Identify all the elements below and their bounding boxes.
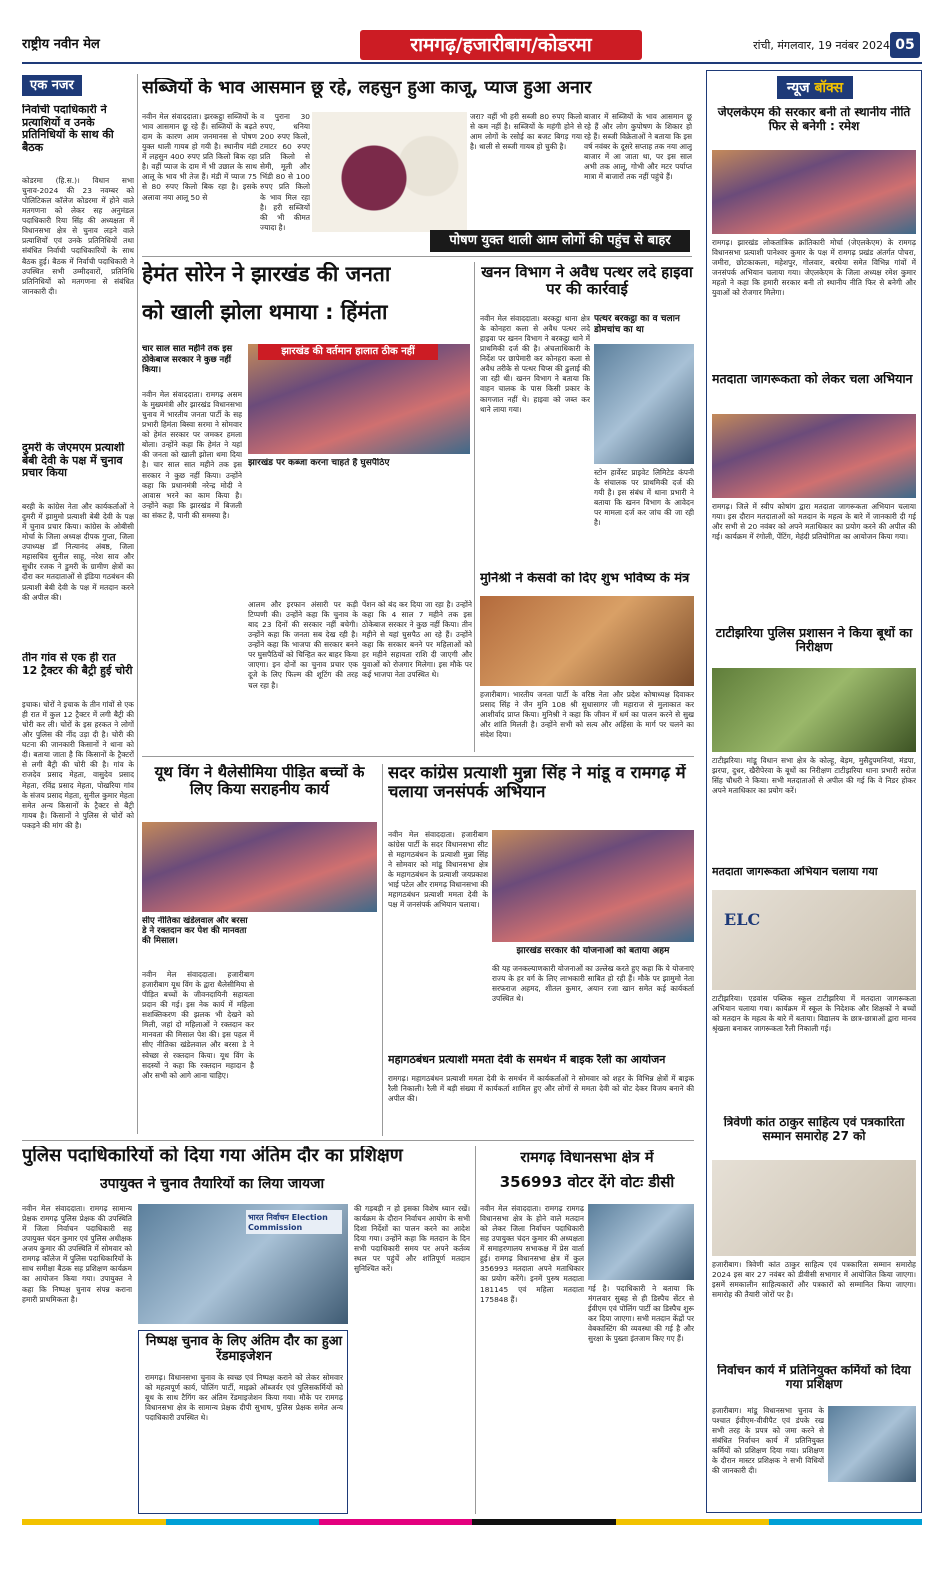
bike-rally-body: रामगढ़। महागठबंधन प्रत्याशी ममता देवी के समर्थन में कार्यकर्ताओं ने सोमवार को शहर के विभिन्न क्षेत्रों में बाइक रैली निकाली। रैली में बड़ी संख्या में कार्यकर्ता शामिल हुए और लोगों से ममता देवी को वोट देकर विजय बनाने की अपील की। [388,1074,694,1104]
vegetable-story-body-1: नवीन मेल संवाददाता। झरकट्ठा सब्जियों के भाव आसमान छू रहे हैं। सब्जियों के बढ़ते दाम के कारण आम जनमानस से पोषण युक्त थाली गायब हो गयी है। स्थानीय मंडी में लहसुन 400 रुपए प्रति किलो बिक रहा है। वहीं प्याज के दाम में भी उछाल के साथ आलू के भाव भी तेज हैं। मंडी में प्याज 75 से 80 रुपए किलो बिक रहा है। इसके अलावा नया आलू 50 से [142,112,257,202]
police-training-subhead: उपायुक्त ने चुनाव तैयारियों का लिया जायजा [100,1176,325,1192]
hemant-body-mid-top [248,476,470,556]
hemant-subhead: चार साल सात महीने तक इस ठोकेबाज सरकार ने कुछ नहीं किया। [142,344,233,376]
police-training-body: नवीन मेल संवाददाता। रामगढ़ सामान्य प्रेक्षक रामगढ़ पुलिस प्रेक्षक की उपस्थिति में जिला निर्वाचन पदाधिकारी सह उपायुक्त चंदन कुमार एवं पुलिस अधीक्षक अजय कुमार की उपस्थिति में सोमवार को रामगढ़ कॉलेज में पुलिस पदाधिकारियों के साथ समीक्षा बैठक सह प्रशिक्षण कार्यक्रम का आयोजन किया गया। उपायुक्त ने कहा कि निष्पक्ष चुनाव संपन्न कराना हमारी प्राथमिकता है। [22,1204,132,1304]
training-photo [828,1406,916,1482]
newsbox-story1-headline: जेएलकेएम की सरकार बनी तो स्थानीय नीति फिर से बनेगी : रमेश [717,106,911,133]
hemant-headline-line2: को खाली झोला थमाया : हिंमंता [142,300,388,324]
newsbox-story1-body: रामगढ़। झारखंड लोकतांत्रिक क्रांतिकारी मोर्चा (जेएलकेएम) के रामगढ़ विधानसभा प्रत्याशी पानेश्वर कुमार के पक्ष में रामगढ़ प्रखंड अंतर्गत पोचरा, जमीरा, छोटकाकला, महेशपुर, गोलवार, बरघेया समेत विभिन्न गांवों में जनसंपर्क अभियान चलाया गया। जेएलकेएम के जिला अध्यक्ष रमेश कुमार महतो ने कहा कि हमारी सरकार बनी तो स्थानीय नीति फिर से बनेगी और युवाओं को रोजगार मिलेगा। [712,238,916,298]
police-training-body-right: की गड़बड़ी न हो इसका विशेष ध्यान रखें। कार्यक्रम के दौरान निर्वाचन आयोग के सभी दिशा निर्देशों का पालन करने का आदेश दिया गया। उन्होंने कहा कि मतदान के दिन सभी पदाधिकारी समय पर अपने कर्तव्य स्थल पर पहुंचें और शांतिपूर्ण मतदान सुनिश्चित करें। [354,1204,470,1274]
newsbox-story2-body: रामगढ़। जिले में स्वीप कोषांग द्वारा मतदाता जागरूकता अभियान चलाया गया। इस दौरान मतदाताओं को मतदान के महत्व के बारे में जानकारी दी गई और सभी से 20 नवंबर को अपने मताधिकार का प्रयोग करने की अपील की गई। कार्यक्रम में रंगोली, पेंटिंग, मेहंदी प्रतियोगिता का आयोजन किया गया। [712,502,916,542]
left-story3-body: इचाक। चोरों ने इचाक के तीन गांवों से एक ही रात में कुल 12 ट्रैक्टर में लगी बैट्री की चोरी कर ली। चोरों के इस हरकत ने लोगों और पुलिस की नींद उड़ा दी है। चोरी की घटना की जानकारी किसानों ने थाना को दी। बताया जाता है कि किसानों के ट्रैक्टरों से लगी बैट्री की चोरी की है। गांव के राजदेव प्रसाद मेहता, वासुदेव प्रसाद मेहता, रविंद्र प्रसाद मेहता, पोखरिया गांव के संजय प्रसाद मेहता, सुनील कुमार मेहता समेत अन्य किसानों के ट्रैक्टर से बैट्री गायब है। किसानों ने पुलिस से चोरों को पकड़ने की मांग की है। [22,700,134,830]
randomization-headline: निष्पक्ष चुनाव के लिए अंतिम दौर का हुआ रेंडमाइजेशन [145,1334,343,1364]
hemant-body-left: नवीन मेल संवाददाता। रामगढ़ असम के मुख्यमंत्री और झारखंड विधानसभा चुनाव में भारतीय जनता पार्टी के सह प्रभारी हिमंता बिस्वा सरमा ने सोमवार को हेमंत सरकार पर जमकर हमला बोला। उन्होंने कहा कि हेमंत ने यहां की जनता को खाली झोला थमा दिया है। चार साल सात महीने तक इस सरकार ने कुछ नहीं किया। उन्होंने कहा कि प्रधानमंत्री नरेन्द्र मोदी ने आवास भरने का काम किया है। उन्होंने कहा कि झारखंड में बिजली का संकट है, पानी की समस्या है। [142,390,242,520]
press-conference-photo [588,1204,694,1280]
hemant-body-right: पेंशन को बंद कर दिया जा रहा है। उन्होंने कहा कि 4 साल 7 महीने तक इस ठोकेबाज सरकार ने कुछ नहीं किया। तीन महीने से यहां घुसपैठ आ रहे हैं। उन्होंने कहा कि सरकार बनने पर महिलाओं को हर महीने सहायता राशि दी जाएगी और युवाओं को रोजगार मिलेगा। इस मौके पर कई भाजपा नेता उपस्थित थे। [362,600,472,680]
hemant-body-mid: आलम और इरफान अंसारी पर कड़ी टिप्पणी की। उन्होंने कहा कि चुनाव के बाद 23 दिनों की सरकार नहीं बचेगी। उन्होंने कहा कि जनता सब देख रही है। उन्होंने कहा कि भाजपा की सरकार बनने पर घुसपैठियों को चिन्हित कर बाहर किया जाएगा। इन दोनों का चुनाव प्रचार एक दूजे के लिए फिल्म की शूटिंग की तरह चल रहा है। [248,600,358,690]
thalassemia-body: नवीन मेल संवाददाता। हजारीबाग हजारीबाग यूथ विंग के द्वारा थैलेसीमिया से पीड़ित बच्चों के जीवनदायिनी सहायता प्रदान की गई। इस नेक कार्य में महिला सशक्तिकरण की झलक भी देखने को मिली, जहां दो महिलाओं ने रक्तदान कर मानवता की मिसाल पेश की। इस पहल में सीए नीतिका खंडेलवाल और बरसा डे ने स्वेच्छा से रक्तदान किया। यूथ विंग के सदस्यों ने कहा कि रक्तदान महादान है और सभी को आगे आना चाहिए। [142,970,254,1080]
mining-body-2: स्टोन हार्वेस्ट प्राइवेट लिमिटेड कंपनी के संचालक पर प्राथमिकी दर्ज की गयी है। इस संबंध में थाना प्रभारी ने बताया कि खनन विभाग के आवेदन पर मामला दर्ज कर जांच की जा रही है। [594,468,694,528]
news-box-header [730,76,900,100]
jlkm-rally-photo [712,150,916,234]
congress-headline: सदर कांग्रेस प्रत्याशी मुन्ना सिंह ने मांडू व रामगढ़ में चलाया जनसंपर्क अभियान [388,764,686,801]
masthead-brand: राष्ट्रीय नवीन मेल [22,37,100,52]
elc-board-text: ELC [724,910,761,929]
newsbox-story3-headline: टाटीझरिया पुलिस प्रशासन ने किया बूथों का निरीक्षण [715,626,913,655]
photo-label: झारखंड की वर्तमान हालात ठीक नहीं [258,344,438,360]
left-story2-body: बरही के कांग्रेस नेता और कार्यकर्ताओं ने दुमरी में झामुमो प्रत्याशी बेबी देवी के पक्ष में चुनाव प्रचार किया। कांग्रेस के ओबीसी मोर्चा के जिला अध्यक्ष दीपक गुप्ता, जिला उपाध्यक्ष डॉ नित्यानंद अंबष्ठ, जिला महासचिव सुनील साहू, नरेश साव और सुधीर रजक ने डुमरी के ग्रामीण क्षेत्रों का दौरा कर मतदाताओं से इंडिया गठबंधन की प्रत्याशी बेबी देवी के पक्ष में मतदान करने की अपील की। [22,502,134,602]
ek-nazar-tag-wrap [22,74,134,98]
header-rule [22,62,922,64]
vegetable-story-headline: सब्जियों के भाव आसमान छू रहे, लहसुन हुआ काजू, प्याज हुआ अनार [142,78,592,98]
news-box-label [777,76,853,99]
mining-body: नवीन मेल संवाददाता। बरकट्ठा थाना क्षेत्र के कोनहरा कला से अवैध पत्थर लदे हाइवा पर खनन विभाग ने बरकट्ठा थाने में प्राथमिकी दर्ज की है। अंचलाधिकारी के निर्देश पर छापेमारी कर कोनहरा कला से अवैध तरीके से पत्थर चिप्स की ढुलाई की जा रही थी। खनन विभाग ने बताया कि वाहन चालक के पास किसी प्रकार के कागजात नहीं थे। हाइवा को जब्त कर थाने लाया गया। [480,314,590,414]
left-story1-headline: निर्वाची पदाधिकारी ने प्रत्याशियों व उनके प्रतिनिधियों के साथ की बैठक [22,104,114,154]
column-divider [137,74,138,1134]
congress-campaign-photo [492,830,694,942]
police-training-headline: पुलिस पदाधिकारियों को दिया गया अंतिम दौर का प्रशिक्षण [22,1146,403,1166]
munishri-body: हजारीबाग। भारतीय जनता पार्टी के वरिष्ठ नेता और प्रदेश कोषाध्यक्ष दिवाकर प्रसाद सिंह ने जैन मुनि 108 श्री सुधासागर जी महाराज से मुलाकात कर आशीर्वाद प्राप्त किया। मुनिश्री ने कहा कि जीवन में धर्म का पालन करने से सुख और शांति मिलती है। उन्होंने सभी को सत्य और अहिंसा के मार्ग पर चलने का संदेश दिया। [480,690,694,740]
news-box-label-a: न्यूज [786,80,810,96]
top-story-rule [142,256,692,257]
thal-divider [382,764,383,1136]
vegetable-story-body-2: व पुराना 30 रुपए, धनिया 200 रुपए किलो, टमाटर 60 रुपए प्रति किलो से सेमी, मूली और भिंडी 80 से 100 रुपए प्रति किलो के भाव मिल रहा है। हरी सब्जियों की भी कीमत ज्यादा है। [260,112,310,232]
eci-banner-text: भारत निर्वाचन Election Commission [246,1210,342,1234]
congress-photo-caption: झारखंड सरकार की योजनाओं को बताया अहम [516,946,670,956]
hemant-divider [474,262,475,752]
section-title: रामगढ़/हजारीबाग/कोडरमा [360,30,642,60]
mid-rule [142,756,694,757]
nutrition-banner: पोषण युक्त थाली आम लोगों की पहुंच से बाहर [430,230,690,252]
blood-donation-photo [142,822,377,912]
left-story1-body: कोडरमा (हि.स.)। विधान सभा चुनाव-2024 की 23 नवम्बर को पोलिटिकल कॉलेज कोडरमा में होने वाले मतगणना को लेकर सह अनुमंडल पदाधिकारी रिया सिंह की अध्यक्षता में विधानसभा क्षेत्र से चुनाव लड़ने वाले प्रत्याशियों एवं उनके प्रतिनिधियों तथा संबंधित निर्वाची पदाधिकारियों के साथ बैठक हुई। बैठक में निर्वाची पदाधिकारी ने उपस्थित सभी उम्मीदवारों, प्रतिनिधि प्रतिनिधियों को मतगणना से संबंधित जानकारी दी। [22,176,134,296]
newsbox-story3-body: टाटीझरिया। मांडू विधान सभा क्षेत्र के कोल्हू, बेड़म, मुसैदुपमनियां, मंडपा, झरपा, दुधर, खैरीपेरवा के बूथों का निरीक्षण टाटीझरिया थाना प्रभारी सरोज सिंह चौधरी ने किया। सभी मतदाताओं से अपील की गई कि वे निडर होकर अपने मताधिकार का प्रयोग करें। [712,756,916,796]
ek-nazar-tag: एक नजर [22,75,82,96]
voter-body-2: गई है। पदाधिकारी ने बताया कि मंगलवार सुबह से ही डिस्पैच सेंटर से ईवीएम एवं पोलिंग पार्टी का डिस्पैच शुरू कर दिया जाएगा। सभी मतदान केंद्रों पर वेबकास्टिंग की व्यवस्था की गई है और सुरक्षा के पुख्ता इंतजाम किए गए हैं। [588,1284,694,1344]
school-awareness-photo [712,890,916,990]
bike-rally-subhead: महागठबंधन प्रत्याशी ममता देवी के समर्थन में बाइक रैली का आयोजन [388,1054,666,1066]
page-number: 05 [890,32,920,58]
vegetable-story-body-3: जरा? वहीं भी हरी सब्जी 80 रुपए किलो से कम नहीं है। सब्जियों के महंगी होने से आम लोगों के रसोई का बजट बिगड़ गया है। थाली से सब्जी गायब हो चुकी है। [470,112,582,152]
news-box-label-b: बॉक्स [814,80,844,96]
randomization-box [138,1330,348,1514]
newsbox-story4-headline: मतदाता जागरूकता अभियान चलाया गया [712,866,878,878]
election-training-photo [138,1204,348,1324]
congress-body-2: की यह जनकल्याणकारी योजनाओं का उल्लेख करते हुए कहा कि ये योजनाएं राज्य के हर वर्ग के लिए लाभकारी साबित हो रही हैं। मौके पर झामुमो नेता सरफराज अहमद, शीतल कुमार, अयान रजा खान समेत कई कार्यकर्ता उपस्थित थे। [492,964,694,1004]
vegetable-story-body-4: बाजार में सब्जियों के भाव आसमान छू रहे हैं और लोग कुपोषण के शिकार हो रहे हैं। सब्जी विक्रेताओं ने बताया कि इस वर्ष नवंबर के दूसरे सप्ताह तक नया आलू बाजार में आ जाता था, पर इस साल अभी तक आलू, गोभी और मटर पर्याप्त मात्रा में बाजारों तक नहीं पहुंचे हैं। [584,112,692,182]
newsbox-story5-body: हजारीबाग। त्रिवेणी कांत ठाकुर साहित्य एवं पत्रकारिता सम्मान समारोह 2024 इस बार 27 नवंबर को डीवीसी सभागार में आयोजित किया जाएगा। इसमें समकालीन साहित्यकारों और पत्रकारों को सम्मानित किया जाएगा। समारोह की तैयारी जोरों पर है। [712,1260,916,1300]
mining-photo-caption: पत्थर बरकट्ठा का व चलान डोमचांच का था [594,314,680,335]
dateline: रांची, मंगलवार, 19 नवंबर 2024 [753,39,890,52]
voter-headline-line1: रामगढ़ विधानसभा क्षेत्र में [520,1150,654,1166]
left-story2-headline: दुमरी के जेएमएम प्रत्याशी बेबी देवी के पक्ष में चुनाव प्रचार किया [22,442,125,480]
newsbox-story6-headline: निर्वाचन कार्य में प्रतिनियुक्त कर्मियों को दिया गया प्रशिक्षण [717,1364,911,1391]
randomization-body: रामगढ़। विधानसभा चुनाव के स्वच्छ एवं निष्पक्ष कराने को लेकर सोमवार को महत्वपूर्ण कार्य, पोलिंग पार्टी, माइक्रो ऑब्जर्वर एवं पुलिसकर्मियों को बूथ के साथ टैगिंग कर अंतिम रेंडमाइजेशन किया गया। मौके पर रामगढ़ विधानसभा क्षेत्र के सामान्य प्रेक्षक दीपी सुभाष, पुलिस प्रेक्षक समेत अन्य पदाधिकारी उपस्थित थे। [145,1373,343,1423]
congress-body: नवीन मेल संवाददाता। हजारीबाग कांग्रेस पार्टी के सदर विधानसभा सीट से महागठबंधन के प्रत्याशी मुन्ना सिंह ने सोमवार को मांडू विधानसभा क्षेत्र के महागठबंधन के प्रत्याशी जयप्रकाश भाई पटेल और रामगढ़ विधानसभा की महागठबंधन प्रत्याशी ममता देवी के पक्ष में जनसंपर्क अभियान चलाया। [388,830,488,910]
voter-headline-line2: 356993 वोटर देंगे वोटः डीसी [499,1174,675,1191]
hemant-headline-line1: हेमंत सोरेन ने झारखंड की जनता [142,262,391,286]
left-story3-headline: तीन गांव से एक ही रात 12 ट्रैक्टर की बैट्री हुई चोरी [22,652,133,677]
thalassemia-body-cont [258,916,377,1136]
thalassemia-caption: सीए नीतिका खंडेलवाल और बरसा डे ने रक्तदान कर पेश की मानवता की मिसाल। [142,916,248,947]
book-cover-photo [712,1160,916,1256]
hemant-photo-caption: झारखंड पर कब्जा करना चाहते हैं घुसपैठिए [248,458,390,468]
newsbox-story4-body: टाटीझरिया। एडवांस पब्लिक स्कूल टाटीझरिया में मतदाता जागरूकता अभियान चलाया गया। कार्यक्रम में स्कूल के निदेशक और शिक्षकों ने बच्चों को मतदान के महत्व के बारे में बताया। विद्यालय के छात्र-छात्राओं द्वारा मानव श्रृंखला बनाकर जागरूकता रैली निकाली गई। [712,994,916,1034]
lower-rule [22,1140,694,1141]
newsbox-story6-body: हजारीबाग। मांडू विधानसभा चुनाव के पश्चात ईवीएम-वीवीपैट एवं डंपके रख सभी तरह के प्रपत्र को जमा करने से संबंधित निर्वाचन कार्य में प्रतिनियुक्त कर्मियों को प्रशिक्षण दिया गया। प्रशिक्षण के दौरान मास्टर प्रशिक्षक ने सभी विधियों की जानकारी दी। [712,1406,824,1476]
munishri-headline: मुनिश्री ने केसवी को दिए शुभ भविष्य के मंत्र [480,572,690,586]
newsbox-story2-headline: मतदाता जागरूकता को लेकर चला अभियान [712,372,913,386]
police-inspection-photo [712,668,916,752]
voter-awareness-photo [712,414,916,498]
onion-garlic-photo [312,112,467,232]
police-divider [475,1146,476,1514]
munishri-photo [480,596,694,686]
himanta-rally-photo [248,344,470,454]
mining-headline: खनन विभाग ने अवैध पत्थर लदे हाइवा पर की कार्रवाई [481,264,693,299]
thalassemia-headline: यूथ विंग ने थैलेसीमिया पीड़ित बच्चों के लिए किया सराहनीय कार्य [154,764,365,799]
newsbox-story5-headline: त्रिवेणी कांत ठाकुर साहित्य एवं पत्रकारिता सम्मान समारोह 27 को [723,1116,905,1143]
truck-photo [594,344,694,464]
color-registration-strip [22,1519,922,1525]
voter-body: नवीन मेल संवाददाता। रामगढ़ रामगढ़ विधानसभा क्षेत्र के होने वाले मतदान को लेकर जिला निर्वाचन पदाधिकारी सह उपायुक्त चंदन कुमार की अध्यक्षता में समाहरणालय सभाकक्ष में प्रेस वार्ता हुई। रामगढ़ विधानसभा क्षेत्र में कुल 356993 मतदाता अपने मताधिकार का प्रयोग करेंगे। इनमें पुरुष मतदाता 181145 एवं महिला मतदाता 175848 हैं। [480,1204,584,1304]
